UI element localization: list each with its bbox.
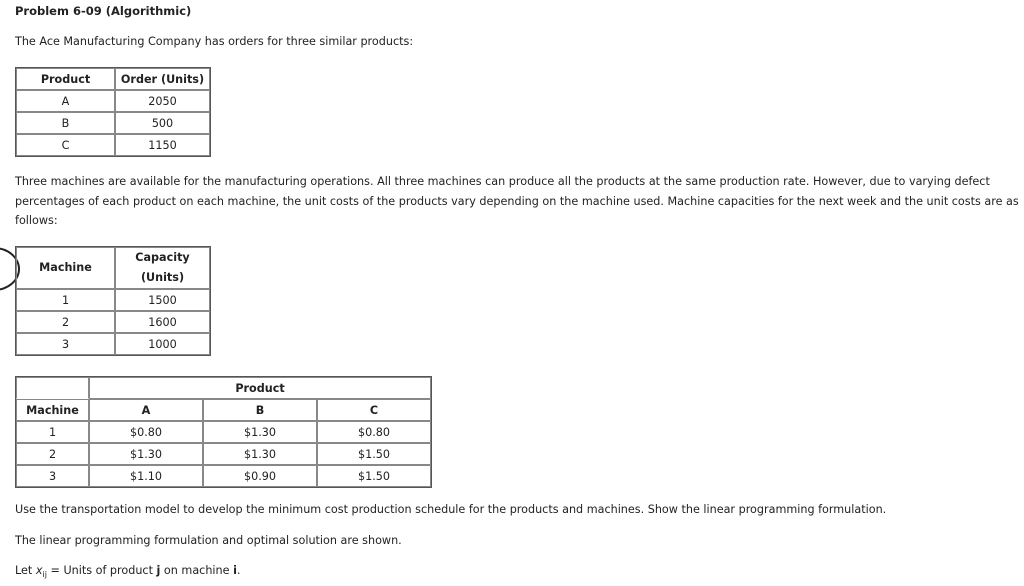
variable-definition — [15, 564, 240, 579]
product-cell: A — [16, 90, 115, 112]
machine-cell: 3 — [16, 333, 115, 355]
machine-cell: 1 — [16, 421, 89, 443]
let-mid2: on machine — [160, 564, 234, 577]
empty-corner-cell — [16, 377, 89, 399]
capacity-table — [15, 246, 211, 356]
cost-cell: $0.80 — [89, 421, 203, 443]
machines-paragraph: Three machines are available for the manufacturing operations. All three machines can produce all the products at the same production rate. However, due to varying defect percentages of each product on each machine, the unit costs of the products vary depending on the machine used. Machine capacities for the next week and the unit costs are as follows: — [15, 175, 1019, 227]
orders-table — [15, 67, 211, 157]
table-header-row — [16, 377, 431, 399]
header-order-units: Order (Units) — [115, 68, 210, 90]
capacity-cell: 1000 — [115, 333, 210, 355]
table-row — [16, 443, 431, 465]
table-row — [16, 465, 431, 487]
header-capacity — [115, 247, 210, 289]
table-row — [16, 90, 210, 112]
order-cell: 2050 — [115, 90, 210, 112]
cost-table — [15, 376, 432, 488]
header-product-group: Product — [89, 377, 431, 399]
let-end: . — [236, 564, 241, 577]
capacity-cell: 1500 — [115, 289, 210, 311]
cost-cell: $1.10 — [89, 465, 203, 487]
header-product-c: C — [317, 399, 431, 421]
problem-title: Problem 6-09 (Algorithmic) — [15, 4, 192, 18]
order-cell: 500 — [115, 112, 210, 134]
table-row — [16, 421, 431, 443]
machine-cell: 1 — [16, 289, 115, 311]
table-row — [16, 134, 210, 156]
header-capacity-line1: Capacity — [135, 251, 190, 264]
header-product-b: B — [203, 399, 317, 421]
intro-text: The Ace Manufacturing Company has orders for three similar products: — [15, 35, 414, 48]
machine-cell: 3 — [16, 465, 89, 487]
product-cell: C — [16, 134, 115, 156]
cost-cell: $0.90 — [203, 465, 317, 487]
machine-cell: 2 — [16, 311, 115, 333]
cost-cell: $1.30 — [203, 443, 317, 465]
let-prefix: Let — [15, 564, 36, 577]
table-row — [16, 289, 210, 311]
table-header-row — [16, 247, 210, 289]
let-mid1: = Units of product — [46, 564, 157, 577]
header-product-a: A — [89, 399, 203, 421]
table-row — [16, 112, 210, 134]
cost-cell: $0.80 — [317, 421, 431, 443]
table-row — [16, 311, 210, 333]
table-row — [16, 333, 210, 355]
cost-cell: $1.50 — [317, 443, 431, 465]
formulation-note: The linear programming formulation and optimal solution are shown. — [15, 534, 402, 547]
capacity-cell: 1600 — [115, 311, 210, 333]
index-i: i — [233, 564, 237, 577]
header-product: Product — [16, 68, 115, 90]
variable-x: x — [35, 564, 43, 577]
cost-cell: $1.30 — [203, 421, 317, 443]
order-cell: 1150 — [115, 134, 210, 156]
cost-cell: $1.30 — [89, 443, 203, 465]
table-header-row — [16, 68, 210, 90]
instruction-text: Use the transportation model to develop the minimum cost production schedule for the products and machines. Show the linear programming formulation. — [15, 503, 887, 516]
header-machine: Machine — [16, 399, 89, 421]
machine-cell: 2 — [16, 443, 89, 465]
variable-subscript: ij — [42, 570, 47, 580]
table-header-row — [16, 399, 431, 421]
header-machine: Machine — [16, 247, 115, 289]
header-capacity-line2: (Units) — [140, 271, 185, 284]
index-j: j — [156, 564, 161, 577]
product-cell: B — [16, 112, 115, 134]
cost-cell: $1.50 — [317, 465, 431, 487]
